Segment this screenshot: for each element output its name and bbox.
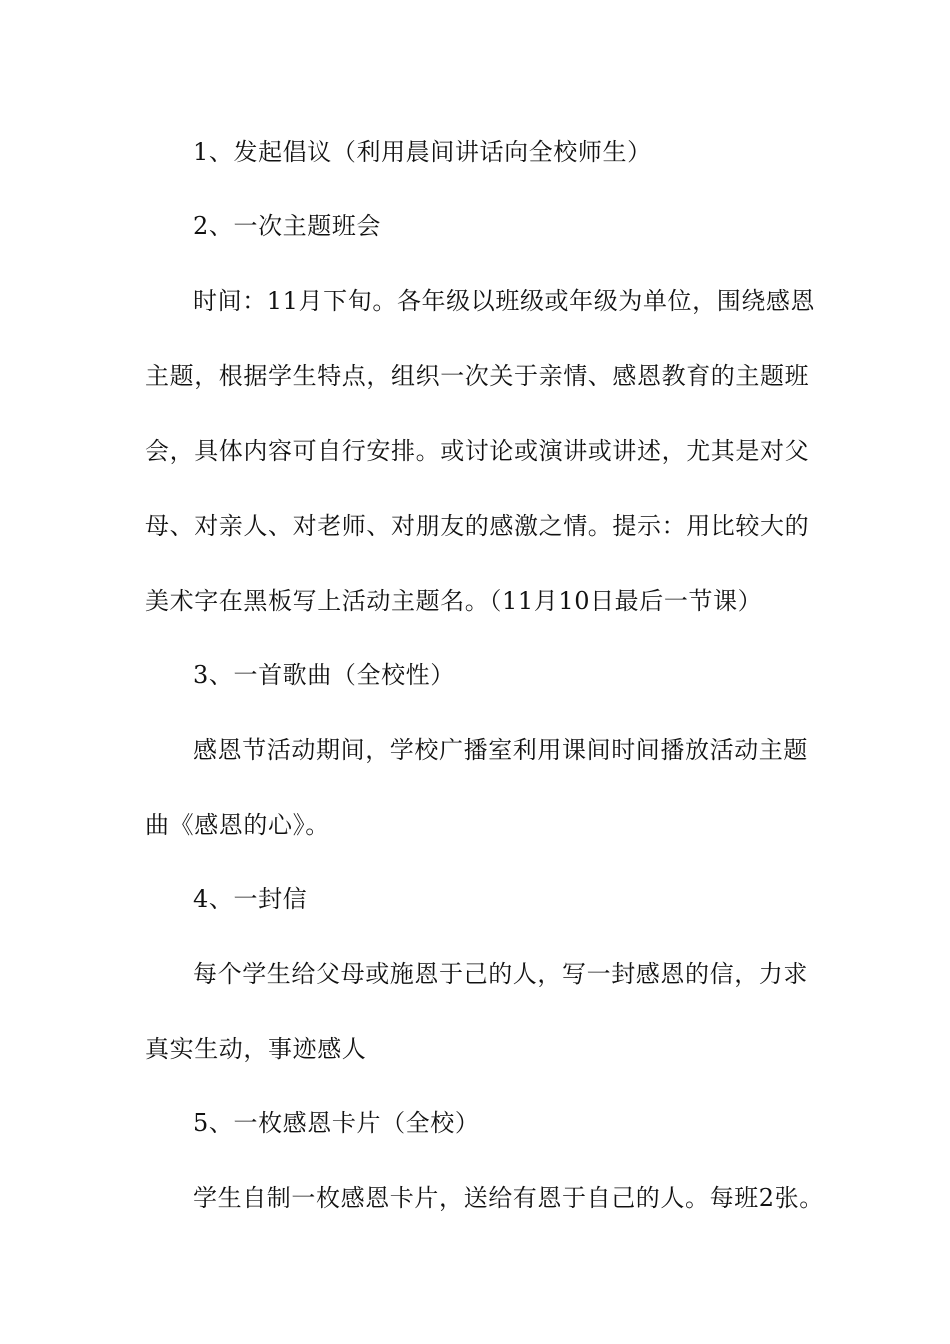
paragraph-line: 真实生动，事迹感人: [145, 1035, 367, 1063]
paragraph-line: 母、对亲人、对老师、对朋友的感激之情。提示：用比较大的: [145, 512, 810, 540]
paragraph-line: 每个学生给父母或施恩于己的人，写一封感恩的信，力求: [193, 960, 808, 988]
paragraph-line: 时间：11月下旬。各年级以班级或年级为单位，围绕感恩: [193, 287, 816, 315]
paragraph-line: 感恩节活动期间，学校广播室利用课间时间播放活动主题: [193, 736, 808, 764]
item-4-heading: 4、一封信: [193, 885, 308, 913]
item-3-heading: 3、一首歌曲（全校性）: [193, 661, 455, 689]
item-2-heading: 2、一次主题班会: [193, 212, 382, 240]
paragraph-line: 会，具体内容可自行安排。或讨论或演讲或讲述，尤其是对父: [145, 437, 810, 465]
paragraph-line: 曲《感恩的心》。: [145, 811, 330, 839]
paragraph-line: 主题，根据学生特点，组织一次关于亲情、感恩教育的主题班: [145, 362, 810, 390]
paragraph-line: 学生自制一枚感恩卡片，送给有恩于自己的人。每班2张。: [193, 1184, 824, 1212]
item-1-heading: 1、发起倡议（利用晨间讲话向全校师生）: [193, 138, 652, 166]
item-5-heading: 5、一枚感恩卡片（全校）: [193, 1109, 480, 1137]
paragraph-line: 美术字在黑板写上活动主题名。（11月10日最后一节课）: [145, 587, 763, 615]
